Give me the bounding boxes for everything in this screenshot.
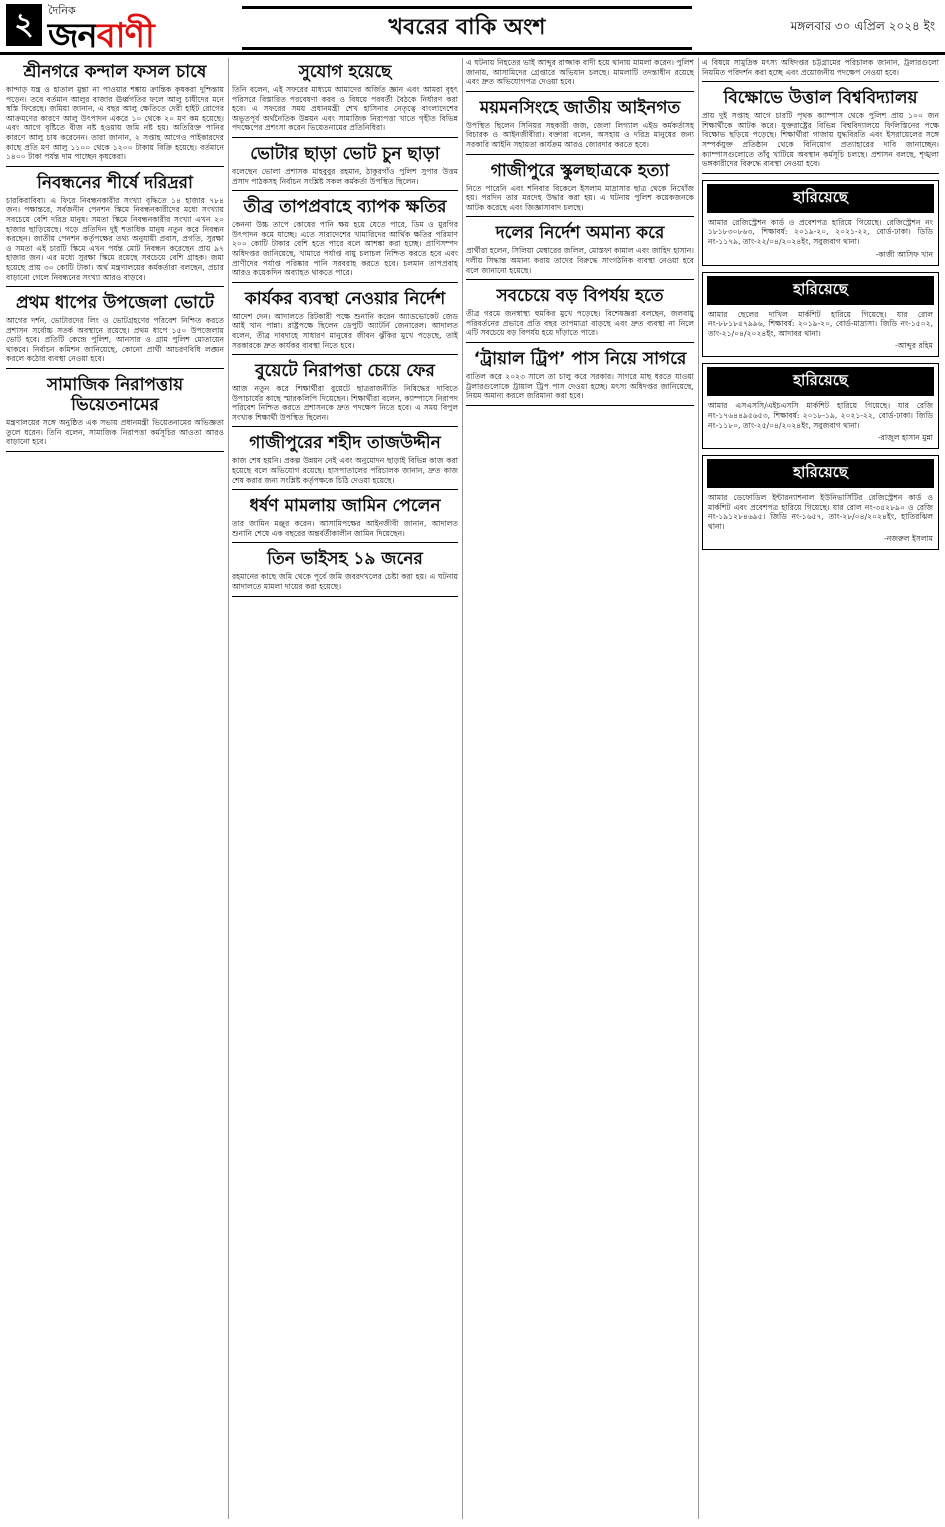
lost-notice xyxy=(702,180,939,266)
article-headline: কার্যকর ব্যবস্থা নেওয়ার নির্দেশ xyxy=(244,288,446,309)
article-headline: গাজীপুরের শহীদ তাজউদ্দীন xyxy=(249,433,441,454)
article-body: প্রায় দুই সপ্তাহ আগে চারটি পৃথক ক্যাম্পাস থেকে পুলিশ প্রায় ১০০ জন শিক্ষার্থীকে আটক করে। যুক্তরাষ্ট্রের বিভিন্ন বিশ্ববিদ্যালয়ে ফিলিস্তিনের পক্ষে বিক্ষোভ ছড়িয়ে পড়েছে। শিক্ষার্থীরা গাজায় যুদ্ধবিরতি এবং ইসরায়েলের সঙ্গে সম্পর্কযুক্ত প্রতিষ্ঠান থেকে বিনিয়োগ প্রত্যাহারের দাবি জানাচ্ছেন। ক্যাম্পাসগুলোতে তাঁবু খাটিয়ে অবস্থান কর্মসূচি চলছে। প্রশাসন বলছে, শৃঙ্খলা ভঙ্গকারীদের বিরুদ্ধে ব্যবস্থা নেওয়া হবে। xyxy=(702,111,939,169)
article-separator xyxy=(6,286,224,287)
article xyxy=(466,161,694,218)
lost-notice xyxy=(702,272,939,358)
article-body: প্রার্থীরা হলেন, সিলিয়া মেম্বারের জলিল, মোস্তফা কামাল এবং জাহিদ হাসান। দলীয় সিদ্ধান্ত অমান্য করায় তাদের বিরুদ্ধে সাংগঠনিক ব্যবস্থা নেওয়া হবে বলে জানানো হয়েছে। xyxy=(466,246,694,275)
article-separator xyxy=(232,190,458,191)
article-headline: শ্রীনগরে কন্দাল ফসল চাষে xyxy=(23,62,207,82)
article xyxy=(466,98,694,155)
page-number: ২ xyxy=(6,4,42,46)
article xyxy=(232,496,458,543)
lost-notice-signature: -কাজী আসিফ খান xyxy=(875,249,933,259)
article-separator xyxy=(232,596,458,597)
article xyxy=(232,144,458,191)
masthead xyxy=(0,0,945,55)
article xyxy=(466,286,694,343)
logo-part-b: বাণী xyxy=(96,16,154,56)
lost-notice-body: আমার ডেফোডিল ইন্টারন্যাশনাল ইউনিভার্সিটির রেজিস্ট্রেশন কার্ড ও মার্কশিট এবং প্রবেশপত্র হারিয়ে গিয়েছে। যার রোল নং-৩৫২৮৯০ ও রেজি নং-১৯১২৮৪৬৯৫। জিডি নং-১৬৫৭, তাং-২৮/০৪/২০২৪ইং, হাতিরঝিল থানা। xyxy=(708,493,933,531)
article-headline: দলের নির্দেশ অমান্য করে xyxy=(495,223,665,244)
article xyxy=(232,433,458,490)
article-separator xyxy=(232,137,458,138)
logo-part-a: জন xyxy=(48,16,97,56)
article-separator xyxy=(466,342,694,343)
article-headline: নিবন্ধনের শীর্ষে দরিদ্ররা xyxy=(37,172,193,193)
lost-notice-title: হারিয়েছে xyxy=(707,367,934,396)
lost-notice-body: আমার এসএসসি/এইচএসসি মার্কশিট হারিয়ে গিয়েছে। যার রেজি নং-১৭৬৪৪৯৫৬৫৩, শিক্ষাবর্ষ: ২০১৮-১৯, ২০২১-২২, বোর্ড-ঢাকা। জিডি নং-১১৮০, তাং-২৫/০৪/২০২৪ইং, সবুজবাগ থানা। xyxy=(708,401,933,430)
article-body: আগের দর্শন, ভোটারদের লিং ও ভোটগ্রহণের পরিবেশ নিশ্চিত করতে প্রশাসন সর্বোচ্চ সতর্ক অবস্থানে রয়েছে। প্রথম ধাপে ১৫০ উপজেলায় ভোট হবে। প্রতিটি কেন্দ্রে পুলিশ, আনসার ও গ্রাম পুলিশ মোতায়েন থাকবে। নির্বাচন কমিশন জানিয়েছে, কোনো প্রার্থী আচরণবিধি লঙ্ঘন করলে কঠোর ব্যবস্থা নেওয়া হবে। xyxy=(6,316,224,364)
lost-notices xyxy=(702,180,939,551)
article-body: এ বিষয়ে সামুদ্রিক মৎস্য অধিদপ্তর চট্টগ্রামের পরিচালক জানান, ট্রলারগুলো নিয়মিত পরিদর্শন করা হচ্ছে এবং প্রয়োজনীয় পদক্ষেপ নেওয়া হবে। xyxy=(702,58,939,77)
article-body: এ ঘটনায় নিহতের ভাই আব্দুর রাজ্জাক বাদী হয়ে থানায় মামলা করেন। পুলিশ জানায়, আসামিদের গ্রেপ্তারে অভিযান চলছে। মামলাটি তদন্তাধীন রয়েছে এবং দ্রুত অভিযোগপত্র দেওয়া হবে। xyxy=(466,58,694,87)
article-body: উপস্থিত ছিলেন সিনিয়র সহকারী জজ, জেলা লিগ্যাল এইড কর্মকর্তাসহ বিচারক ও আইনজীবীরা। বক্তারা বলেন, অসহায় ও দরিদ্র মানুষের জন্য সরকারি আইনি সহায়তা কার্যক্রম আরও জোরদার করতে হবে। xyxy=(466,120,694,149)
lost-notice-body: আমার রেজিস্ট্রেশন কার্ড ও প্রবেশপত্র হারিয়ে গিয়েছে। রেজিস্ট্রেশন নং ১৮১৮৩০৮৬৩, শিক্ষাবর্ষ: ২০১৯-২০, ২০২১-২২, বোর্ড-ঢাকা। ডিডি নং-১১৭৯, তাং-২২/০৪/২০২৪ইং, সবুজবাগ থানা। xyxy=(708,217,933,246)
article xyxy=(6,375,224,452)
article xyxy=(466,349,694,406)
column-divider xyxy=(698,58,699,1519)
article-separator xyxy=(6,451,224,452)
column-divider xyxy=(228,58,229,1519)
dateline: মঙ্গলবার ৩০ এপ্রিল ২০২৪ ইং xyxy=(790,19,935,33)
column-3 xyxy=(466,58,694,1519)
article-separator xyxy=(466,279,694,280)
lost-notice-signature: -নজরুল ইসলাম xyxy=(884,534,933,544)
column-2 xyxy=(232,58,458,1519)
article-body: তার জামিন মঞ্জুর করেন। আসামিপক্ষের আইনজীবী জানান, আদালত শুনানি শেষে এক বছরের অন্তর্বর্তীকালীন জামিন দিয়েছেন। xyxy=(232,519,458,538)
article-separator xyxy=(232,354,458,355)
article-body: মন্ত্রণালয়ের সঙ্গে অনুষ্ঠিত এক সভায় প্রধানমন্ত্রী ভিয়েতনামের অভিজ্ঞতা তুলে ধরেন। তিনি বলেন, সামাজিক নিরাপত্তা কর্মসূচির আওতা আরও বাড়ানো হবে। xyxy=(6,418,224,447)
brand-tagline: দৈনিক xyxy=(48,4,76,17)
article-headline: ধর্ষণ মামলায় জামিন পেলেন xyxy=(249,496,441,517)
article-headline: সামাজিক নিরাপত্তায় ভিয়েতনামের xyxy=(46,375,184,416)
article-headline: ভোটার ছাড়া ভোট চুন ছাড়া xyxy=(250,143,440,164)
article-headline: সুযোগ হয়েছে xyxy=(298,62,392,82)
article xyxy=(466,223,694,280)
article xyxy=(466,58,694,92)
article-body: আজ নতুন করে শিক্ষার্থীরা বুয়েটে ছাত্ররাজনীতি নিষিদ্ধের দাবিতে উপাচার্যের কাছে স্মারকলিপি দিয়েছেন। শিক্ষার্থীরা বলেন, ক্যাম্পাসে নিরাপদ পরিবেশ নিশ্চিত করতে প্রশাসনকে দ্রুত পদক্ষেপ নিতে হবে। এ সময় বিপুল সংখ্যক শিক্ষার্থী উপস্থিত ছিলেন। xyxy=(232,384,458,422)
article-body: বলেছেন ভোলা প্রশাসক মাহবুবুর রহমান, ঠাকুরগাঁও পুলিশ সুপার উত্তম প্রসাদ পাঠকসহ নির্বাচন সংশ্লিষ্ট সকল কর্মকর্তা উপস্থিত ছিলেন। xyxy=(232,166,458,186)
article-separator xyxy=(6,166,224,167)
article-headline: তীব্র তাপপ্রবাহে ব্যাপক ক্ষতির xyxy=(243,197,447,218)
column-1 xyxy=(6,58,224,1519)
article-body: আদেশ দেন। আদালতে রিটকারী পক্ষে শুনানি করেন অ্যাডভোকেট জেড আই খান পান্না। রাষ্ট্রপক্ষে ছিলেন ডেপুটি অ্যাটর্নি জেনারেল। আদালত বলেন, তীব্র দাবদাহে সাধারণ মানুষের জীবন ঝুঁকির মুখে পড়েছে, তাই সরকারকে দ্রুত কার্যকর ব্যবস্থা নিতে হবে। xyxy=(232,311,458,350)
article-body: কান্দাড় যন্ত্র ও হাতাল মুন্তা না পাওয়ার শঙ্কায় ক্রান্তিক কৃষকরা দুশ্চিন্তায় পড়েন। তবে বর্তমান আলুর বাজার ঊর্ধ্বগতির ফলে আলু চাষীদের মনে স্বস্তি ফিরেছে। জমিয়া জানান, এ বছর আলু ক্ষেতিতে দেরী হাইট রোগের আক্রমণের কারণে আলু উৎপাদন একরে ১০ থেকে ২০ মণ কম হয়েছে। এবং আগে বৃষ্টিতে বীজ নষ্ট হওয়ায় জমি নষ্ট হয়। অতিরিক্ত পানির কারণে আলু চাষ করেনেন। তারা জানান, ২ সপ্তাহ আগেও পাইকারদের কাছে প্রতি মণ আলু ১১০০ থেকে ১২০০ টাকায় বিক্রি হয়েছে। বর্তমানে ১৪০০ টাকা পর্যন্ত দাম পাচ্ছেন কৃষকেরা। xyxy=(6,85,224,162)
article xyxy=(232,62,458,138)
article-separator xyxy=(232,426,458,427)
column-4 xyxy=(702,58,939,1519)
article xyxy=(232,289,458,355)
article-body: তিনি বলেন, এই সফরের মাধ্যমে আমাদের অর্জিত জ্ঞান এবং আমরা বৃহৎ পরিসরে বিস্তারিত পরবেষণা করব ও বিষয়ে পরবর্তী বৈঠকে নির্ধারণ করা হবে। এ সফরের সময় প্রধানমন্ত্রী শেখ হাসিনার নেতৃত্বে বাংলাদেশের অভূতপূর্ব অর্থনৈতিক উন্নয়ন এবং সামাজিক নিরাপত্তা খাতে গৃহীত বিভিন্ন পদক্ষেপের প্রশংসা করেন ভিয়েতনামের প্রতিনিধিরা। xyxy=(232,85,458,133)
article xyxy=(232,549,458,596)
article-body: তীব্র গরমে জনস্বাস্থ্য হুমকির মুখে পড়েছে। বিশেষজ্ঞরা বলছেন, জলবায়ু পরিবর্তনের প্রভাবে প্রতি বছর তাপমাত্রা বাড়ছে এবং দ্রুত ব্যবস্থা না নিলে এটি সবচেয়ে বড় বিপর্যয় হয়ে দাঁড়াতে পারে। xyxy=(466,309,694,338)
article-headline: সবচেয়ে বড় বিপর্যয় হতে xyxy=(496,286,664,307)
lost-notice-title: হারিয়েছে xyxy=(707,184,934,213)
article-headline: ‘ট্রায়াল ট্রিপ’ পাস নিয়ে সাগরে xyxy=(473,348,687,369)
lost-notice-body: আমার ছেলের দাখিল মার্কশিট হারিয়ে গিয়েছে। যার রোল নং-৮৮১৮৫৭৯৯৬, শিক্ষাবর্ষ: ২০১৯-২০, বোর্ড-মাদ্রাসা। জিডি নং-১৫০২, তাং-২১/০৪/২০২৪ইং, আদাবর থানা। xyxy=(708,309,933,338)
article-separator xyxy=(232,489,458,490)
article xyxy=(702,58,939,82)
article xyxy=(702,88,939,174)
article-separator xyxy=(466,405,694,406)
article-body: বাতিল করে ২০২৩ সালে তা চালু করে সরকার। সাগরে মাছ ধরতে যাওয়া ট্রলারগুলোকে ট্রায়াল ট্রিপ পাস দেওয়া হচ্ছে। মৎস্য অধিদপ্তর জানিয়েছে, নিয়ম অমান্য করলে জরিমানা করা হবে। xyxy=(466,371,694,401)
article-body: নিতে পারেনি এবং শনিবার বিকেলে ইসলাম মাদ্রাসার ছাত্র থেকে নিখোঁজ হয়। পরদিন তার মরদেহ উদ্ধার করা হয়। এ ঘটনায় পুলিশ কয়েকজনকে আটক করেছে এবং জিজ্ঞাসাবাদ চলছে। xyxy=(466,183,694,212)
article-body: কেননা উচ্চ তাপে কোষের পানি ক্ষয় হয়ে যেতে পারে, ডিম ও মুরগির উৎপাদন কমে যাচ্ছে। এতে সারাদেশের খামারিদের আর্থিক ক্ষতির পরিমাণ ২০০ কোটি টাকার বেশি হতে পারে বলে আশঙ্কা করা হচ্ছে। প্রাণিসম্পদ অধিদপ্তর জানিয়েছে, খামারে পর্যাপ্ত বায়ু চলাচল নিশ্চিত করতে হবে এবং প্রাণীদের পর্যাপ্ত পরিষ্কার পানি সরবরাহ করতে হবে। চলমান তাপপ্রবাহ আরও কয়েকদিন অব্যাহত থাকতে পারে। xyxy=(232,220,458,278)
article-separator xyxy=(702,81,939,82)
article-body: কাজ শেষ হয়নি। প্রকল্প উন্নয়ন নেই এবং অনুমোদন ছাড়াই বিভিন্ন কাজ করা হয়েছে বলে অভিযোগ রয়েছে। হাসপাতালের পরিচালক জানান, দ্রুত কাজ শেষ করার জন্য সংশ্লিষ্ট কর্তৃপক্ষকে চিঠি দেওয়া হয়েছে। xyxy=(232,456,458,485)
article xyxy=(232,361,458,427)
article-headline: তিন ভাইসহ ১৯ জনের xyxy=(267,549,423,570)
article-headline: বিক্ষোভে উত্তাল বিশ্ববিদ্যালয় xyxy=(723,88,918,109)
article-separator xyxy=(466,91,694,92)
lost-notice-signature: -আব্দুর রহিম xyxy=(895,341,933,351)
lost-notice-title: হারিয়েছে xyxy=(707,459,934,488)
article-body: রহমানের কাছে জমি থেকে পূর্বে জমি জবরদখলের চেষ্টা করা হয়। এ ঘটনায় আদালতে মামলা দায়ের করা হয়েছে। xyxy=(232,572,458,592)
section-banner: খবরের বাকি অংশ xyxy=(242,6,692,50)
article xyxy=(6,293,224,369)
article-headline: প্রথম ধাপের উপজেলা ভোটে xyxy=(15,293,215,314)
article xyxy=(6,62,224,167)
article-separator xyxy=(466,154,694,155)
article-separator xyxy=(6,368,224,369)
column-divider xyxy=(462,58,463,1519)
article-separator xyxy=(232,542,458,543)
lost-notice-signature: -রাজুল হাসান মুন্না xyxy=(878,433,933,443)
article xyxy=(232,197,458,283)
lost-notice xyxy=(702,455,939,550)
article xyxy=(6,173,224,287)
article-headline: ময়মনসিংহে জাতীয় আইনগত xyxy=(479,97,681,118)
lost-notice xyxy=(702,363,939,449)
article-separator xyxy=(466,216,694,217)
article-separator xyxy=(702,173,939,174)
article-headline: বুয়েটে নিরাপত্তা চেয়ে ফের xyxy=(255,361,435,382)
article-headline: গাজীপুরে স্কুলছাত্রকে হত্যা xyxy=(490,160,670,181)
lost-notice-title: হারিয়েছে xyxy=(707,276,934,305)
article-body: চারকিরাবিবা। এ ফিরে নিবন্ধনকারীর সংখ্যা বৃদ্ধিতে ১৪ হাজার ৭৮৪ জন। পক্ষান্তরে, সর্বজনীন পেনশন স্কিমে নিবন্ধনকারীদের মধ্যে সংখ্যায় সবচেয়ে বেশি দরিদ্র মানুষ। সমতা স্কিমে নিবন্ধনকারীর সংখ্যা এখন ২০ হাজার ছাড়িয়েছে। গড়ে প্রতিদিন দুই শতাধিক মানুষ নতুন করে নিবন্ধন করছেন। জাতীয় পেনশন কর্তৃপক্ষের তথ্য অনুযায়ী প্রবাস, প্রগতি, সুরক্ষা ও সমতা এই চারটি স্কিমে এখন পর্যন্ত মোট নিবন্ধন করেছেন প্রায় ৯৭ হাজার জন। এর মধ্যে সুরক্ষা স্কিমে রয়েছে সবচেয়ে বেশি গ্রাহক। জমা হয়েছে প্রায় ৩০ কোটি টাকা। অর্থ মন্ত্রণালয়ের কর্মকর্তারা বলছেন, প্রচার বাড়ানো গেলে নিবন্ধনের সংখ্যা আরও বাড়বে। xyxy=(6,195,224,282)
article-separator xyxy=(232,282,458,283)
